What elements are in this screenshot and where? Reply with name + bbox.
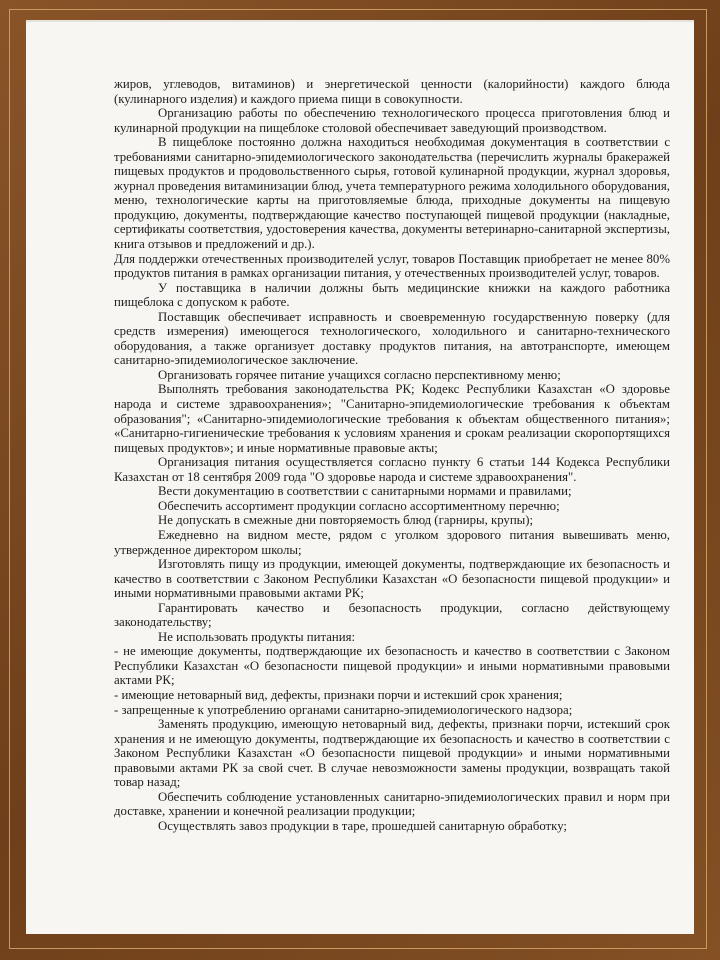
paragraph: В пищеблоке постоянно должна находиться необходимая документация в соответствии с требованиями санитарно-эпидемиологического законодательства (перечислить журналы бракеражей пищевых продуктов и продовольственного сырья, готовой кулинарной продукции, журнал здоровья, журнал проведения витаминизации блюд, учета температурного режима холодильного оборудования, меню, технологические карты на приготовляемые блюда, приходные документы на пищевую продукцию, документы, подтверждающие качество поступающей пищевой продукции (накладные, сертификаты соответствия, удостоверения качества, документы ветеринарно-санитарной экспертизы, книга отзывов и предложений и др.). bbox=[114, 135, 670, 252]
paragraph: Для поддержки отечественных производителей услуг, товаров Поставщик приобретает не менее 80% продуктов питания в рамках организации питания, у отечественных производителей услуг, товаров. bbox=[114, 251, 670, 281]
paragraph: Вести документацию в соответствии с санитарными нормами и правилами; bbox=[158, 484, 572, 499]
scanned-page bbox=[26, 20, 694, 934]
paragraph: Организацию работы по обеспечению технологического процесса приготовления блюд и кулинарной продукции на пищеблоке столовой обеспечивает заведующий производством. bbox=[114, 106, 670, 135]
paragraph: Выполнять требования законодательства РК; Кодекс Республики Казахстан «О здоровье народа и системе здравоохранения»; "Санитарно-эпидемиологические требования к объектам образования"; «Санитарно-эпидемиологические требования к объектам общественного питания»; «Санитарно-гигиенические требования к условиям хранения и срокам реализации скоропортящихся пищевых продуктов»; и иные нормативные правовые акты; bbox=[114, 382, 670, 455]
paragraph: Обеспечить соблюдение установленных санитарно-эпидемиологических правил и норм при доставке, хранении и конечной реализации продукции; bbox=[114, 789, 670, 819]
paragraph: Не допускать в смежные дни повторяемость блюд (гарниры, крупы); bbox=[158, 513, 534, 528]
paragraph: У поставщика в наличии должны быть медицинские книжки на каждого работника пищеблока с допуском к работе. bbox=[114, 280, 670, 310]
list-item: - имеющие нетоварный вид, дефекты, признаки порчи и истекший срок хранения; bbox=[114, 687, 563, 702]
paragraph: Гарантировать качество и безопасность продукции, согласно действующему законодательству; bbox=[114, 600, 670, 630]
paragraph: Заменять продукцию, имеющую нетоварный вид, дефекты, признаки порчи, истекший срок хранения и не имеющую документы, подтверждающие их безопасность и качество в соответствии с Законом Республики Казахстан «О безопасности пищевой продукции» и иными нормативными правовыми актами РК за свой счет. В случае невозможности замены продукции, возвращать такой товар назад; bbox=[114, 717, 670, 790]
paragraph: Осуществлять завоз продукции в таре, прошедшей санитарную обработку; bbox=[158, 818, 567, 833]
paragraph: Ежедневно на видном месте, рядом с уголком здорового питания вывешивать меню, утвержденное директором школы; bbox=[114, 527, 670, 557]
paragraph: Поставщик обеспечивает исправность и своевременную государственную поверку (для средств измерения) имеющегося технологического, холодильного и санитарно-технического оборудования, а также организует доставку продуктов питания, на автотранспорте, имеющем санитарно-эпидемиологическое заключение. bbox=[114, 309, 670, 368]
paragraph: Изготовлять пищу из продукции, имеющей документы, подтверждающие их безопасность и качество в соответствии с Законом Республики Казахстан «О безопасности пищевой продукции» и иными нормативными правовыми актами РК; bbox=[114, 557, 670, 601]
paragraph: Обеспечить ассортимент продукции согласно ассортиментному перечню; bbox=[158, 498, 560, 513]
paragraph: Организация питания осуществляется согласно пункту 6 статьи 144 Кодекса Республики Казахстан от 18 сентября 2009 года "О здоровье народа и системе здравоохранения". bbox=[114, 455, 670, 484]
paragraph: жиров, углеводов, витаминов) и энергетической ценности (калорийности) каждого блюда (кулинарного изделия) и каждого приема пищи в совокупности. bbox=[114, 77, 670, 106]
scan-edge bbox=[26, 20, 694, 22]
paragraph: Организовать горячее питание учащихся согласно перспективному меню; bbox=[158, 367, 561, 382]
list-item: - не имеющие документы, подтверждающие их безопасность и качество в соответствии с Законом Республики Казахстан «О безопасности пищевой продукции» и иными нормативными правовыми актами РК; bbox=[114, 644, 670, 688]
list-item: - запрещенные к употреблению органами санитарно-эпидемиологического надзора; bbox=[114, 702, 573, 717]
paragraph: Не использовать продукты питания: bbox=[158, 629, 356, 644]
